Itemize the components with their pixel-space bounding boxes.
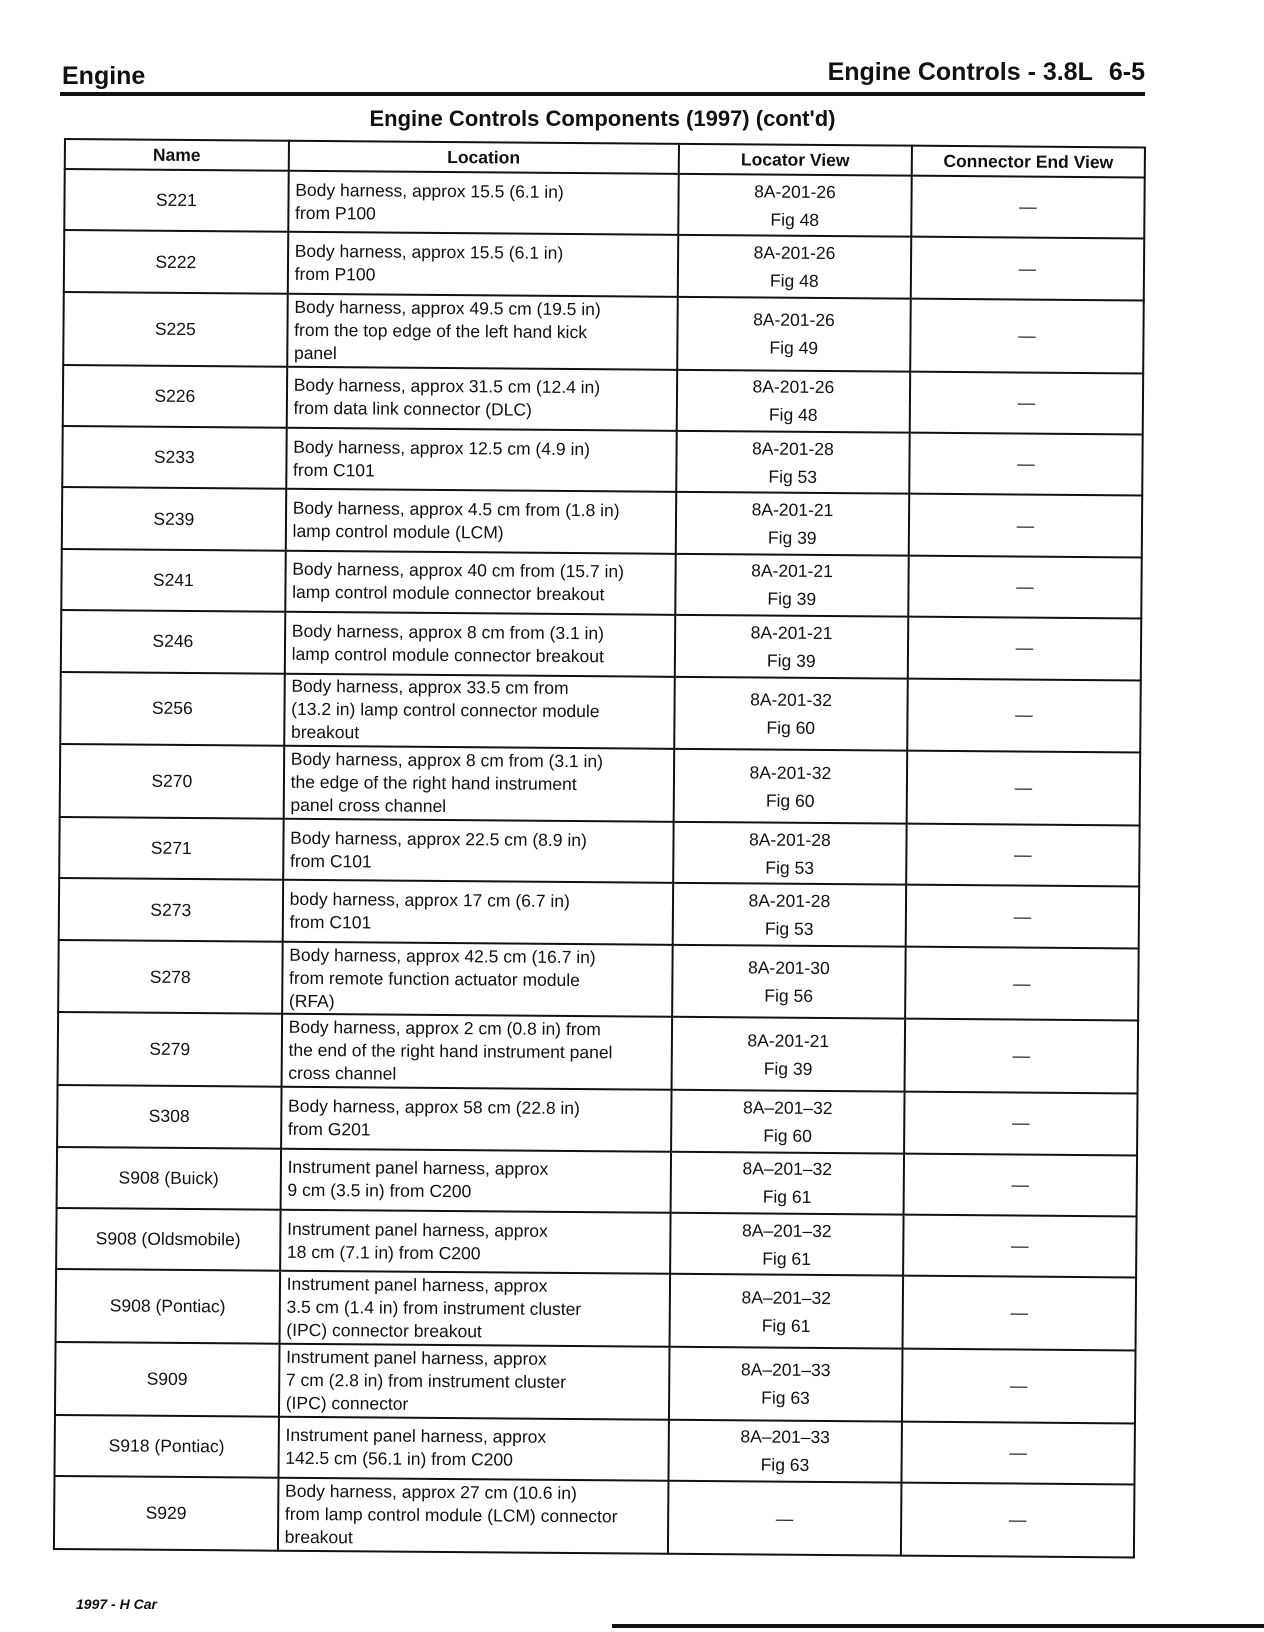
locator-view-line: Fig 63 <box>760 1454 810 1476</box>
location-line: Body harness, approx 15.5 (6.1 in) <box>294 240 564 264</box>
locator-view <box>671 1017 905 1092</box>
column-header-locator-view: Locator View <box>679 144 912 176</box>
component-location <box>281 1087 672 1151</box>
table-row <box>56 1269 1137 1350</box>
locator-view <box>678 235 912 298</box>
location-line: from P100 <box>295 202 376 224</box>
locator-view-line: 8A-201-28 <box>748 829 831 850</box>
locator-view <box>668 1481 902 1556</box>
location-line: from lamp control module (LCM) connector <box>284 1503 618 1527</box>
component-name: S222 <box>64 230 288 293</box>
connector-end-view: — <box>903 1215 1137 1278</box>
location-line: Instrument panel harness, approx <box>287 1218 548 1241</box>
connector-end-view: — <box>902 1349 1136 1424</box>
table-row <box>64 230 1144 300</box>
connector-end-view: — <box>906 885 1140 948</box>
component-name: S256 <box>60 672 284 746</box>
connector-end-view: — <box>901 1483 1135 1558</box>
location-line: the end of the right hand instrument panel <box>288 1040 613 1063</box>
locator-view <box>675 615 909 678</box>
table-row <box>62 487 1142 557</box>
component-location <box>285 489 676 553</box>
connector-end-view: — <box>910 298 1144 373</box>
component-location <box>279 1344 670 1420</box>
location-line: Body harness, approx 27 cm (10.6 in) <box>284 1480 577 1504</box>
locator-view-line: 8A-201-26 <box>752 376 835 398</box>
location-line: Body harness, approx 58 cm (22.8 in) <box>288 1095 580 1118</box>
component-name: S908 (Pontiac) <box>56 1269 280 1343</box>
locator-view-line: Fig 48 <box>768 404 818 426</box>
page-footer: 1997 - H Car <box>76 1596 157 1612</box>
location-line: from C101 <box>289 911 372 933</box>
component-name: S909 <box>55 1342 279 1416</box>
component-location <box>282 942 673 1018</box>
table-row <box>59 878 1139 948</box>
bottom-rule <box>612 1624 1264 1628</box>
locator-view-line: Fig 56 <box>764 985 814 1007</box>
locator-view <box>678 174 912 237</box>
component-location <box>279 1271 670 1347</box>
location-line: from P100 <box>294 263 376 285</box>
location-line: Body harness, approx 15.5 (6.1 in) <box>295 179 564 202</box>
table-row <box>63 292 1144 373</box>
connector-end-view: — <box>910 371 1144 434</box>
location-line: Instrument panel harness, approx <box>285 1425 547 1448</box>
location-line: cross channel <box>288 1063 397 1084</box>
location-line: lamp control module (LCM) <box>292 520 504 543</box>
locator-view-line: Fig 39 <box>767 527 817 548</box>
locator-view <box>672 945 906 1020</box>
locator-view-line: Fig 39 <box>763 1058 813 1079</box>
connector-end-view: — <box>909 494 1143 557</box>
location-line: from C101 <box>289 850 372 872</box>
locator-view-line: 8A-201-26 <box>753 242 836 264</box>
location-line: from data link connector (DLC) <box>293 398 532 420</box>
connector-end-view: — <box>908 555 1142 618</box>
locator-view-line: Fig 53 <box>768 466 818 487</box>
component-name: S226 <box>63 365 287 428</box>
location-line: 9 cm (3.5 in) from C200 <box>287 1180 472 1202</box>
locator-view-line: 8A-201-21 <box>751 499 834 521</box>
section-title: Engine <box>62 62 146 90</box>
locator-view <box>671 1090 905 1153</box>
location-line: breakout <box>290 722 360 743</box>
locator-view-line: Fig 39 <box>766 650 816 671</box>
locator-view-line: Fig 39 <box>767 589 817 610</box>
locator-view-line: Fig 61 <box>762 1248 812 1269</box>
table-row <box>60 744 1141 825</box>
locator-view-line: Fig 60 <box>766 717 816 738</box>
locator-view-line: Fig 53 <box>764 918 814 940</box>
locator-view <box>669 1274 903 1349</box>
component-location <box>282 880 673 944</box>
locator-view-line: 8A-201-28 <box>752 438 834 459</box>
connector-end-view: — <box>911 176 1145 239</box>
locator-view-line: 8A-201-21 <box>750 622 833 643</box>
table-row <box>64 169 1144 239</box>
locator-view <box>673 822 907 885</box>
locator-view <box>670 1213 904 1276</box>
component-name: S225 <box>63 292 287 366</box>
locator-view <box>675 554 909 617</box>
component-name: S308 <box>57 1085 281 1148</box>
component-location <box>284 612 675 676</box>
table-row <box>62 426 1142 496</box>
location-line: Body harness, approx 49.5 cm (19.5 in) <box>294 296 601 319</box>
location-line: panel <box>293 342 337 363</box>
chapter-heading <box>828 58 1145 87</box>
component-location <box>287 294 678 370</box>
column-header-connector-end-view: Connector End View <box>912 146 1145 178</box>
locator-view <box>677 297 911 372</box>
location-line: Body harness, approx 2 cm (0.8 in) from <box>288 1017 601 1040</box>
connector-end-view: — <box>905 946 1139 1021</box>
connector-end-view: — <box>906 824 1140 887</box>
locator-view <box>676 431 910 494</box>
locator-view-line: 8A–201–32 <box>742 1097 833 1118</box>
location-line: (IPC) connector <box>285 1392 409 1414</box>
connector-end-view: — <box>909 433 1143 496</box>
column-header-location: Location <box>288 141 678 174</box>
locator-view-line: 8A–201–32 <box>741 1287 832 1308</box>
location-line: body harness, approx 17 cm (6.7 in) <box>289 888 570 912</box>
location-line: lamp control module connector breakout <box>291 643 604 667</box>
component-location <box>286 366 677 430</box>
locator-view <box>674 749 908 824</box>
component-name: S273 <box>59 878 283 941</box>
connector-end-view: — <box>907 751 1141 826</box>
table-row <box>54 1415 1134 1485</box>
component-name: S908 (Buick) <box>57 1147 281 1210</box>
connector-end-view: — <box>904 1019 1138 1094</box>
location-line: breakout <box>284 1526 353 1548</box>
table-row <box>57 1085 1137 1155</box>
location-line: Instrument panel harness, approx <box>287 1157 549 1180</box>
component-location <box>280 1148 671 1212</box>
component-name: S279 <box>58 1012 282 1086</box>
component-location <box>288 171 679 235</box>
location-line: Body harness, approx 8 cm from (3.1 in) <box>291 620 605 644</box>
locator-view-line: 8A-201-26 <box>754 181 836 202</box>
locator-view-line: Fig 61 <box>762 1186 812 1208</box>
locator-view <box>670 1151 904 1214</box>
location-line: Body harness, approx 31.5 cm (12.4 in) <box>293 375 601 398</box>
location-line: from the top edge of the left hand kick <box>294 319 588 342</box>
connector-end-view: — <box>902 1276 1136 1351</box>
component-name: S241 <box>61 549 285 612</box>
location-line: (RFA) <box>288 990 335 1011</box>
location-line: Instrument panel harness, approx <box>286 1274 548 1297</box>
page-number: 6-5 <box>1108 58 1145 86</box>
locator-view-line: 8A-201-21 <box>751 560 833 582</box>
table-row <box>61 610 1141 680</box>
locator-view-line: 8A-201-32 <box>750 689 832 711</box>
component-name: S233 <box>62 426 286 489</box>
locator-view-line: Fig 61 <box>761 1315 811 1336</box>
component-name: S271 <box>59 817 283 880</box>
location-line: panel cross channel <box>290 794 447 817</box>
location-line: Body harness, approx 4.5 cm from (1.8 in) <box>292 497 620 521</box>
locator-view-line: 8A-201-21 <box>747 1030 830 1051</box>
locator-view <box>668 1420 902 1483</box>
component-name: S278 <box>58 940 282 1014</box>
location-line: Body harness, approx 8 cm from (3.1 in) <box>290 748 604 772</box>
locator-view-line: 8A-201-26 <box>753 309 835 331</box>
component-location <box>285 551 676 615</box>
component-location <box>286 428 677 492</box>
location-line: 18 cm (7.1 in) from C200 <box>286 1241 481 1264</box>
component-location <box>283 819 674 883</box>
connector-end-view: — <box>908 617 1142 680</box>
component-location <box>287 232 678 296</box>
component-name: S246 <box>61 610 285 673</box>
locator-view-line: 8A-201-30 <box>747 957 830 979</box>
table-row <box>61 549 1141 619</box>
locator-view-line: Fig 53 <box>765 857 815 878</box>
connector-end-view: — <box>904 1092 1138 1155</box>
table-row <box>59 817 1139 887</box>
location-line: from G201 <box>287 1118 371 1140</box>
location-line: 3.5 cm (1.4 in) from instrument cluster <box>286 1297 582 1320</box>
locator-view-line: Fig 60 <box>765 790 815 811</box>
location-line: (IPC) connector breakout <box>286 1320 482 1342</box>
location-line: from C101 <box>293 459 375 481</box>
component-name: S270 <box>60 744 284 818</box>
component-name: S221 <box>64 169 288 232</box>
component-location <box>278 1416 669 1480</box>
component-location <box>284 673 675 749</box>
column-header-name: Name <box>65 139 289 171</box>
locator-view-line: Fig 48 <box>770 209 820 230</box>
table-row <box>63 365 1143 435</box>
table-row <box>54 1476 1135 1557</box>
table-row <box>57 1147 1137 1217</box>
locator-view <box>677 369 911 432</box>
page-header <box>60 52 1145 96</box>
location-line: Body harness, approx 40 cm from (15.7 in) <box>292 559 625 582</box>
connector-end-view: — <box>907 678 1141 753</box>
locator-view-line: 8A–201–32 <box>741 1220 832 1241</box>
location-line: the edge of the right hand instrument <box>290 771 577 795</box>
locator-view-line: 8A–201–32 <box>742 1158 833 1180</box>
component-name: S918 (Pontiac) <box>54 1415 278 1478</box>
location-line: Instrument panel harness, approx <box>286 1346 547 1369</box>
table-body <box>54 169 1145 1557</box>
location-line: Body harness, approx 42.5 cm (16.7 in) <box>289 944 596 967</box>
locator-view-line: 8A–201–33 <box>740 1359 831 1381</box>
component-name: S908 (Oldsmobile) <box>56 1208 280 1271</box>
connector-end-view: — <box>903 1153 1137 1216</box>
component-location <box>280 1210 671 1274</box>
locator-view-line: 8A-201-32 <box>749 762 832 783</box>
location-line: 142.5 cm (56.1 in) from C200 <box>285 1448 514 1471</box>
location-line: lamp control module connector breakout <box>292 582 605 605</box>
location-line: (13.2 in) lamp control connector module <box>291 699 600 722</box>
location-line: Body harness, approx 12.5 cm (4.9 in) <box>293 436 591 459</box>
locator-view-line: 8A-201-28 <box>748 890 831 912</box>
locator-view <box>673 883 907 946</box>
location-line: Body harness, approx 22.5 cm (8.9 in) <box>290 827 587 850</box>
component-location <box>283 746 674 822</box>
table-row <box>58 1012 1139 1093</box>
table-title: Engine Controls Components (1997) (cont'd) <box>369 106 836 131</box>
component-location <box>278 1478 669 1554</box>
locator-view-line: Fig 49 <box>769 337 819 359</box>
locator-view <box>669 1347 903 1422</box>
components-table <box>53 138 1146 1558</box>
component-name: S929 <box>54 1476 278 1551</box>
component-name: S239 <box>62 487 286 550</box>
table-row <box>56 1208 1136 1278</box>
location-line: from remote function actuator module <box>289 967 581 990</box>
locator-view <box>676 492 910 555</box>
locator-view-line: — <box>775 1508 794 1529</box>
locator-view-line: Fig 63 <box>761 1387 810 1409</box>
locator-view-line: 8A–201–33 <box>740 1426 831 1448</box>
table-row <box>60 672 1141 753</box>
connector-end-view: — <box>901 1421 1135 1484</box>
chapter-title: Engine Controls - 3.8L <box>827 58 1093 86</box>
locator-view <box>674 676 908 751</box>
component-location <box>281 1014 672 1090</box>
location-line: 7 cm (2.8 in) from instrument cluster <box>285 1369 567 1392</box>
table-row <box>55 1342 1136 1423</box>
table-row <box>58 940 1139 1021</box>
locator-view-line: Fig 60 <box>763 1125 812 1146</box>
locator-view-line: Fig 48 <box>769 270 819 292</box>
location-line: Body harness, approx 33.5 cm from <box>291 676 569 699</box>
connector-end-view: — <box>911 237 1145 300</box>
